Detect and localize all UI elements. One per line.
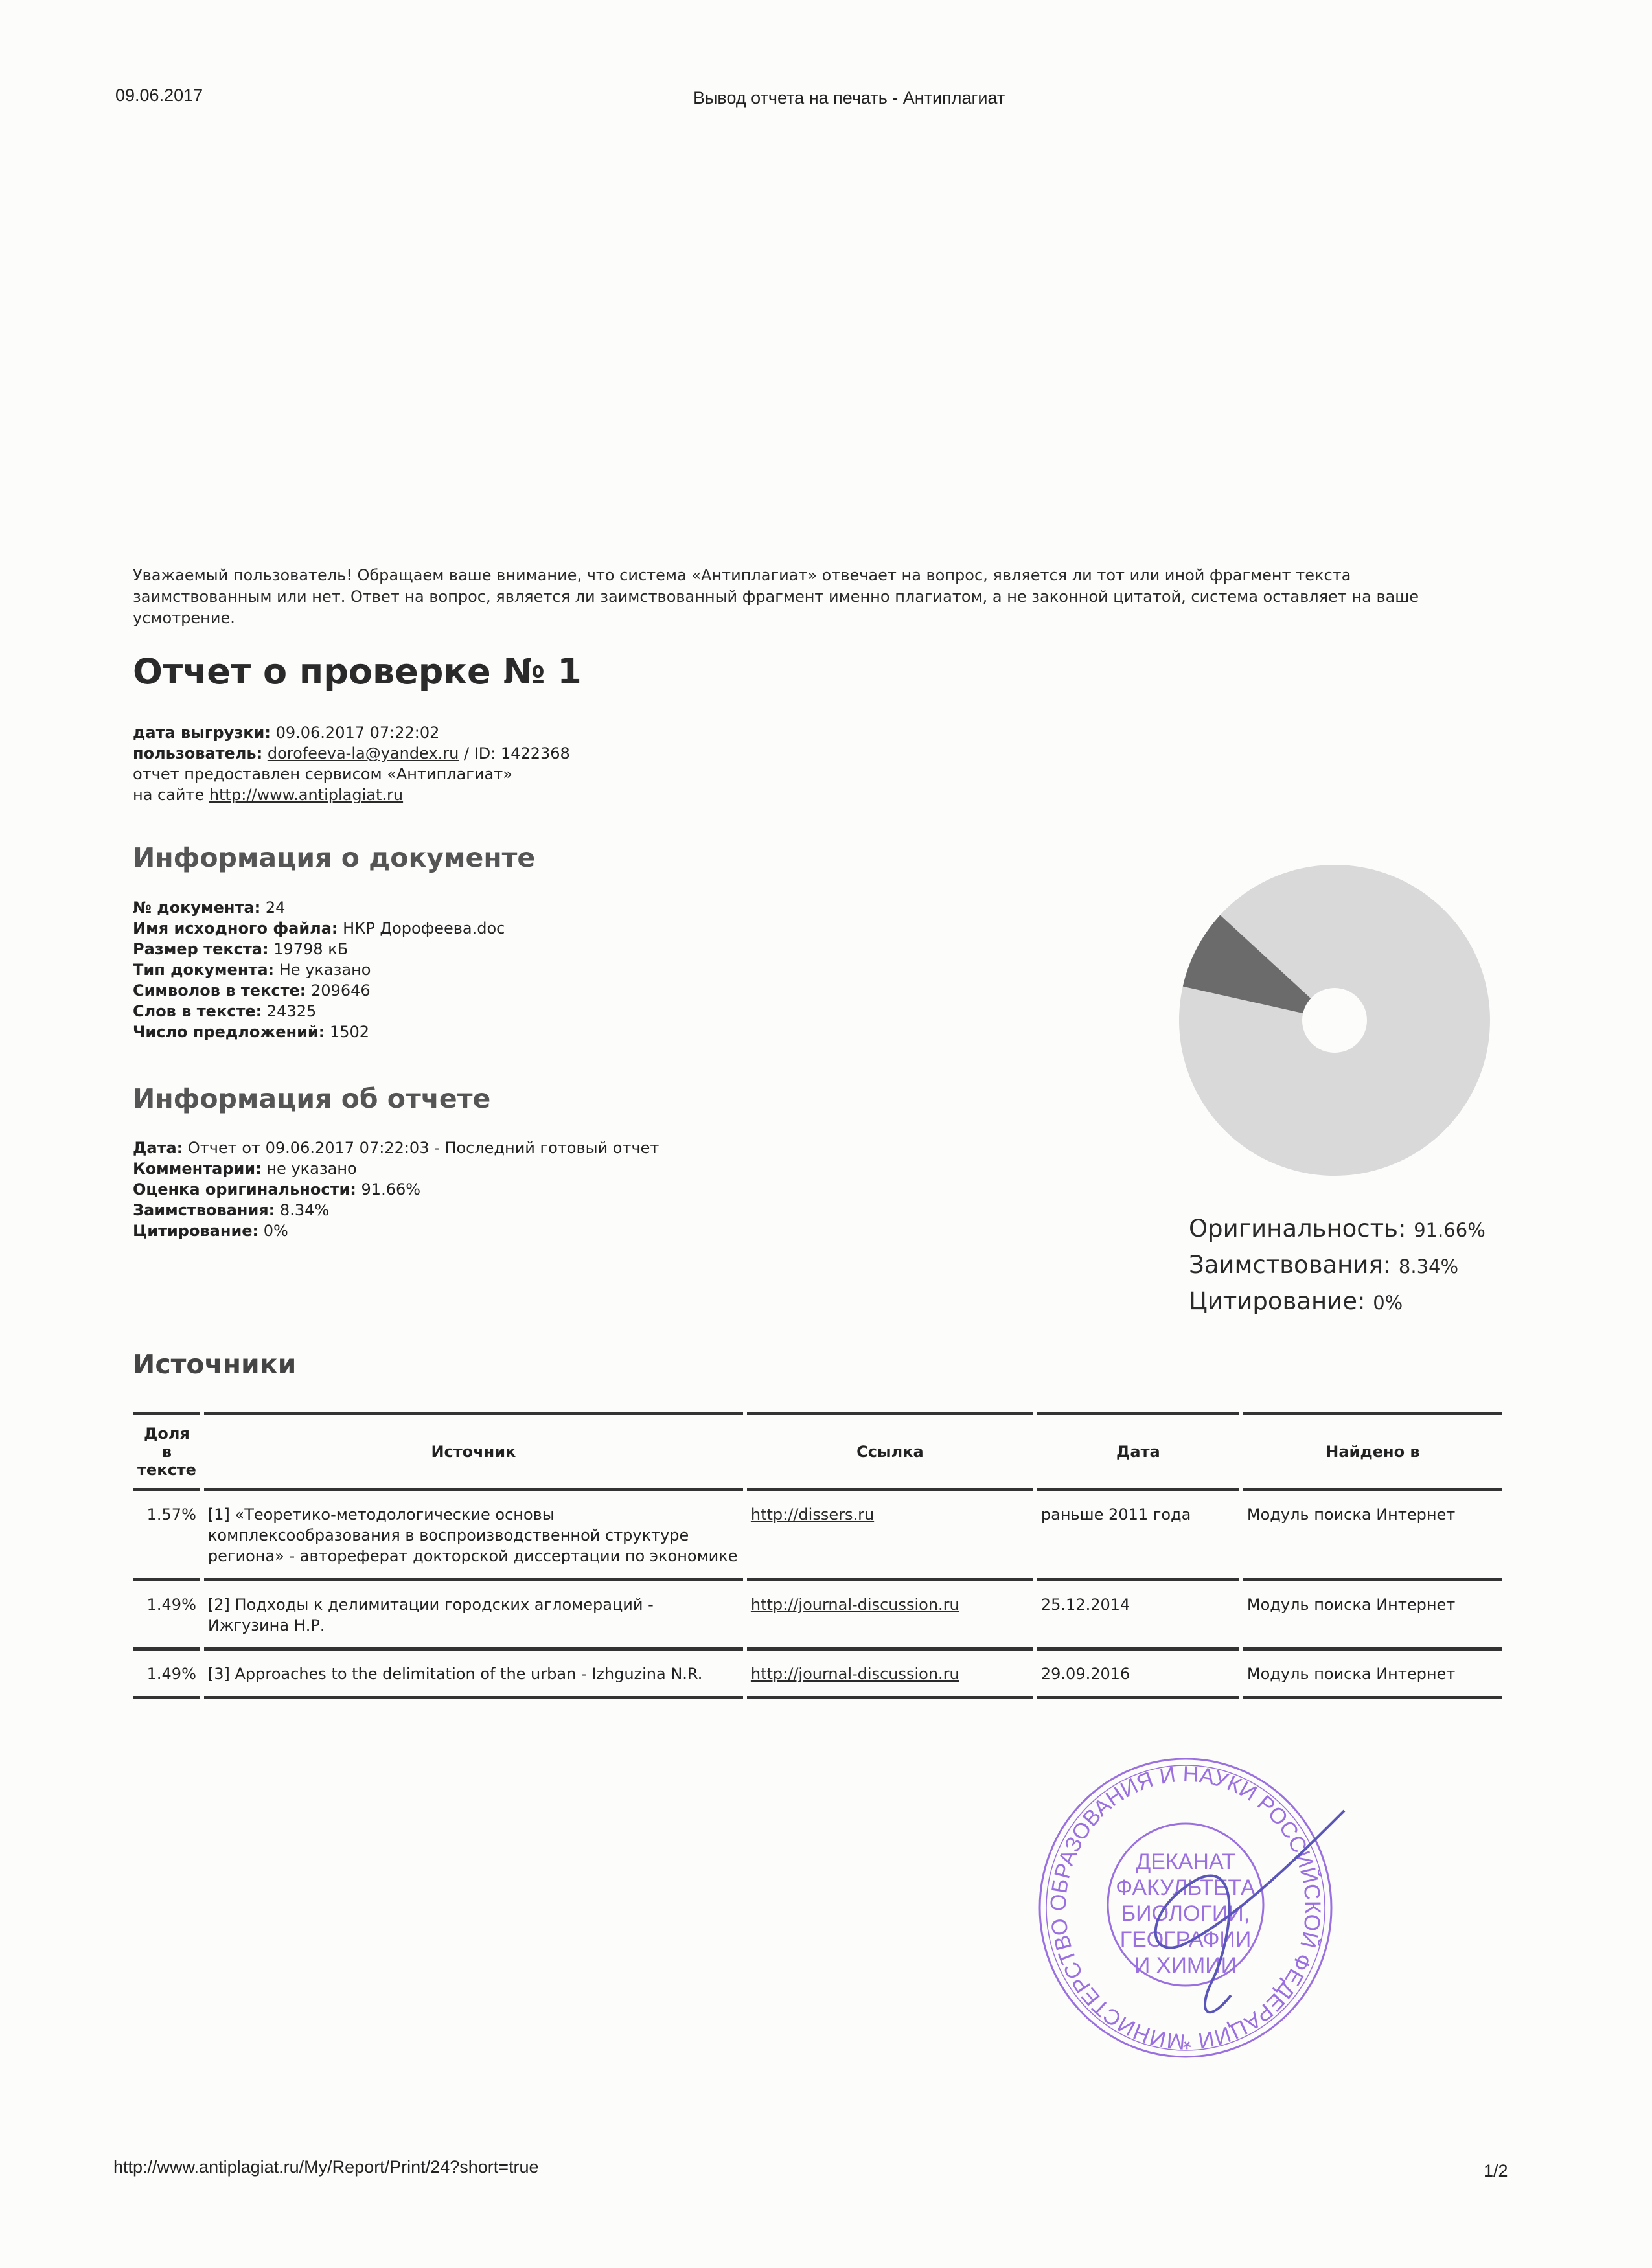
info-label: Дата:: [133, 1139, 183, 1157]
svg-text:ДЕКАНАТ: ДЕКАНАТ: [1136, 1850, 1235, 1874]
sources-table: [130, 1412, 1506, 1699]
upload-value: 09.06.2017 07:22:02: [275, 724, 440, 742]
legend-borrowing: Заимствования: 8.34%: [1189, 1251, 1459, 1279]
found-cell: Модуль поиска Интернет: [1243, 1581, 1502, 1651]
info-row: [133, 1158, 659, 1179]
svg-text:МИНИСТЕРСТВО ОБРАЗОВАНИЯ И НАУ: МИНИСТЕРСТВО ОБРАЗОВАНИЯ И НАУКИ РОССИЙСКОЙ ФЕДЕРАЦИИ *: [1046, 1761, 1325, 2054]
page-number: 1/2: [1484, 2161, 1508, 2181]
source-link[interactable]: http://dissers.ru: [750, 1506, 875, 1524]
share-cell: 1.49%: [133, 1651, 200, 1699]
link-cell: [747, 1651, 1033, 1699]
legend-citation: Цитирование: 0%: [1189, 1287, 1403, 1315]
intro-notice: Уважаемый пользователь! Обращаем ваше внимание, что система «Антиплагиат» отвечает на вопрос, является ли тот или иной фрагмент текста заимствованным или нет. Ответ на вопрос, является ли заимствованный фрагмент именно плагиатом, а не законной цитатой, система оставляет на ваше усмотрение.: [133, 566, 1419, 627]
info-value: 19798 кБ: [273, 940, 349, 958]
found-cell: Модуль поиска Интернет: [1243, 1491, 1502, 1581]
svg-text:И ХИМИИ: И ХИМИИ: [1134, 1953, 1237, 1978]
info-label: Оценка оригинальности:: [133, 1180, 356, 1198]
source-cell: [3] Approaches to the delimitation of the urban - Izhguzina N.R.: [204, 1651, 743, 1699]
found-cell: Модуль поиска Интернет: [1243, 1651, 1502, 1699]
info-label: Размер текста:: [133, 940, 269, 958]
report-info-heading: Информация об отчете: [133, 1083, 491, 1114]
info-label: Слов в тексте:: [133, 1002, 262, 1020]
pie-hole: [1302, 988, 1367, 1053]
info-value: 1502: [329, 1023, 370, 1041]
info-label: Символов в тексте:: [133, 981, 306, 1000]
upload-label: дата выгрузки:: [133, 724, 271, 742]
legend-originality: Оригинальность: 91.66%: [1189, 1215, 1486, 1243]
originality-pie-chart: [1166, 855, 1503, 1192]
info-label: Заимствования:: [133, 1201, 275, 1219]
info-label: Тип документа:: [133, 961, 275, 979]
info-row: [133, 1138, 659, 1158]
info-label: Число предложений:: [133, 1023, 325, 1041]
info-label: Имя исходного файла:: [133, 919, 338, 937]
chart-legend: [1189, 1211, 1486, 1320]
info-value: 24325: [266, 1002, 317, 1020]
info-value: 209646: [311, 981, 371, 1000]
document-info: [133, 897, 505, 1042]
date-cell: 25.12.2014: [1037, 1581, 1239, 1651]
col-date: Дата: [1037, 1412, 1239, 1491]
page-title: Отчет о проверке № 1: [133, 651, 582, 692]
report-info: [133, 1138, 659, 1241]
date-cell: раньше 2011 года: [1037, 1491, 1239, 1581]
col-found: Найдено в: [1243, 1412, 1502, 1491]
info-label: Комментарии:: [133, 1160, 262, 1178]
site-prefix: на сайте: [133, 786, 205, 804]
source-link[interactable]: http://journal-discussion.ru: [750, 1596, 959, 1614]
link-cell: [747, 1581, 1033, 1651]
info-row: [133, 1200, 659, 1220]
user-id: / ID: 1422368: [463, 744, 570, 762]
footer-url: http://www.antiplagiat.ru/My/Report/Print/24?short=true: [113, 2157, 539, 2177]
info-row: [133, 897, 505, 918]
info-label: № документа:: [133, 899, 261, 917]
info-row: [133, 1022, 505, 1042]
info-value: 0%: [263, 1222, 288, 1240]
source-cell: [1] «Теоретико-методологические основы комплексообразования в воспроизводственной структуре региона» - автореферат докторской диссертации по экономике: [204, 1491, 743, 1581]
info-value: НКР Дорофеева.doc: [343, 919, 505, 937]
report-meta: [133, 722, 570, 805]
sources-table-wrap: [130, 1412, 1506, 1699]
dean-office-stamp: [991, 1749, 1380, 2073]
sources-heading: Источники: [133, 1349, 297, 1380]
info-value: 91.66%: [361, 1180, 421, 1198]
info-row: [133, 1001, 505, 1022]
col-share: Доля в тексте: [133, 1412, 200, 1491]
col-link: Ссылка: [747, 1412, 1033, 1491]
print-date: 09.06.2017: [115, 86, 203, 105]
col-source: Источник: [204, 1412, 743, 1491]
provided-by: отчет предоставлен сервисом «Антиплагиат»: [133, 765, 512, 783]
user-email-link[interactable]: dorofeeva-la@yandex.ru: [267, 744, 459, 762]
info-row: [133, 1220, 659, 1241]
info-value: 8.34%: [279, 1201, 330, 1219]
share-cell: 1.57%: [133, 1491, 200, 1581]
info-value: Отчет от 09.06.2017 07:22:03 - Последний готовый отчет: [187, 1139, 660, 1157]
date-cell: 29.09.2016: [1037, 1651, 1239, 1699]
info-row: [133, 939, 505, 959]
site-link[interactable]: http://www.antiplagiat.ru: [209, 786, 404, 804]
info-row: [133, 959, 505, 980]
info-label: Цитирование:: [133, 1222, 259, 1240]
info-value: Не указано: [279, 961, 371, 979]
svg-text:ГЕОГРАФИИ: ГЕОГРАФИИ: [1119, 1927, 1252, 1952]
svg-text:БИОЛОГИИ,: БИОЛОГИИ,: [1121, 1901, 1250, 1926]
source-cell: [2] Подходы к делимитации городских агломераций - Ижгузина Н.Р.: [204, 1581, 743, 1651]
table-row: [133, 1581, 1502, 1651]
share-cell: 1.49%: [133, 1581, 200, 1651]
document-info-heading: Информация о документе: [133, 842, 536, 873]
svg-text:ФАКУЛЬТЕТА: ФАКУЛЬТЕТА: [1116, 1875, 1256, 1900]
source-link[interactable]: http://journal-discussion.ru: [750, 1665, 959, 1683]
user-label: пользователь:: [133, 744, 263, 762]
info-row: [133, 1179, 659, 1200]
info-value: не указано: [266, 1160, 357, 1178]
print-title: Вывод отчета на печать - Антиплагиат: [693, 88, 1005, 108]
table-row: [133, 1651, 1502, 1699]
info-row: [133, 980, 505, 1001]
info-value: 24: [265, 899, 286, 917]
info-row: [133, 918, 505, 939]
link-cell: [747, 1491, 1033, 1581]
table-row: [133, 1491, 1502, 1581]
